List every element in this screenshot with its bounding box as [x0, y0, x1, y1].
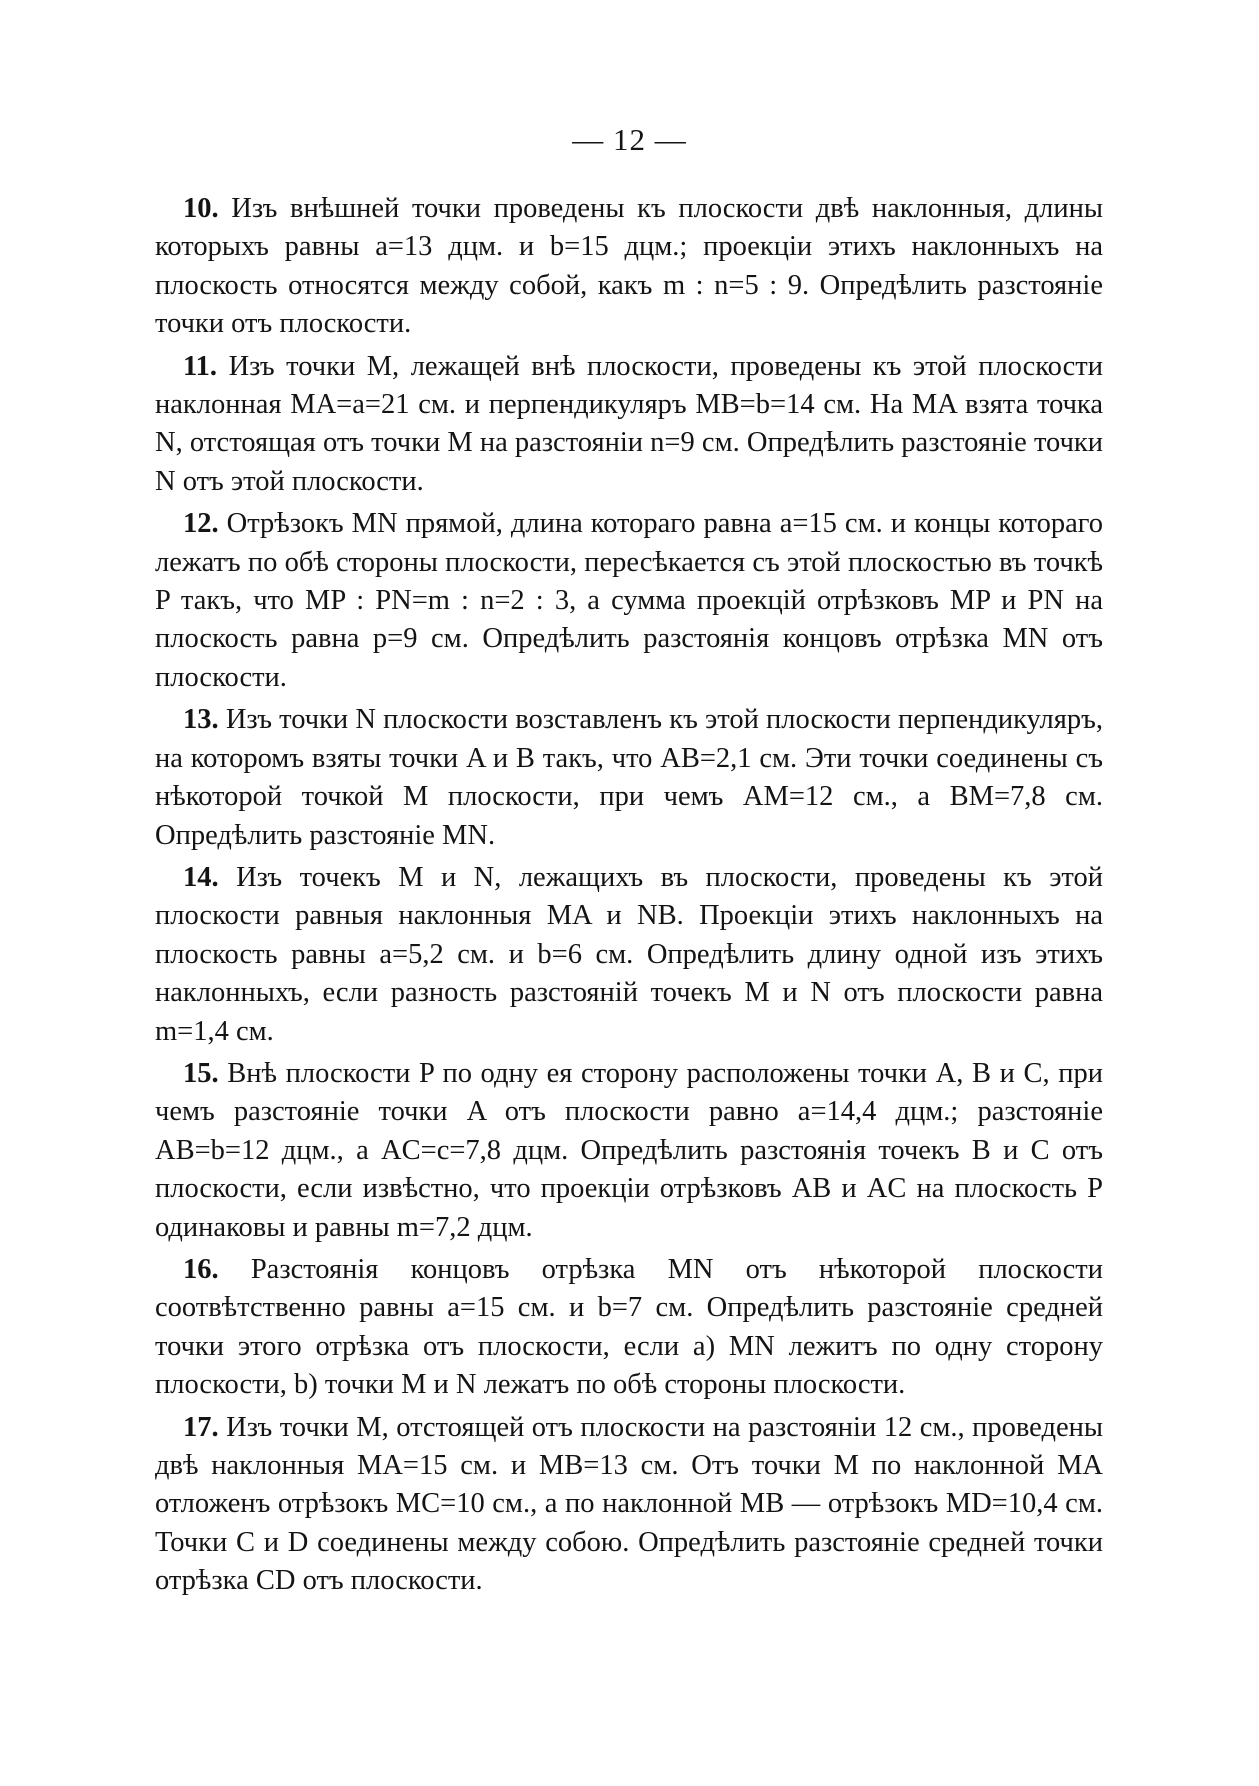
problem-text: Отрѣзокъ MN прямой, длина котораго равна a=15 см. и концы котораго лежатъ по обѣ стороны плоскости, пересѣкается съ этой плоскостью въ точкѣ P такъ, что MP : PN=m : n=2 : 3, а сумма проекцій отрѣзковъ MP и PN на плоскость равна p=9 см. Опредѣлить разстоянія концовъ отрѣзка MN отъ плоскости.: [155, 508, 1103, 693]
problem-text: Внѣ плоскости P по одну ея сторону расположены точки A, B и C, при чемъ разстояніе точки A отъ плоскости равно a=14,4 дцм.; разстояніе AB=b=12 дцм., а AC=c=7,8 дцм. Опредѣлить разстоянія точекъ B и C отъ плоскости, если извѣстно, что проекціи отрѣзковъ AB и AC на плоскость P одинаковы и равны m=7,2 дцм.: [155, 1057, 1104, 1243]
problem-number: 12.: [183, 508, 219, 540]
problem-text: Изъ точекъ M и N, лежащихъ въ плоскости, проведены къ этой плоскости равныя наклонныя MA и NB. Проекціи этихъ наклонныхъ на плоскость равны a=5,2 см. и b=6 см. Опредѣлить длину одной изъ этихъ наклонныхъ, если разность разстояній точекъ M и N отъ плоскости равна m=1,4 см.: [155, 861, 1104, 1047]
problem-14: [155, 859, 1103, 1051]
problem-15: [155, 1055, 1103, 1247]
problem-text: Изъ точки N плоскости возставленъ къ этой плоскости перпендикуляръ, на которомъ взяты точки A и B такъ, что AB=2,1 см. Эти точки соединены съ нѣкоторой точкой M плоскости, при чемъ AM=12 см., а BM=7,8 см. Опредѣлить разстояніе MN.: [155, 704, 1103, 851]
problem-number: 13.: [183, 704, 219, 736]
problem-number: 11.: [183, 350, 218, 382]
problem-13: [155, 701, 1103, 855]
problem-number: 10.: [183, 193, 219, 224]
problem-number: 14.: [183, 861, 219, 893]
problem-number: 16.: [183, 1253, 219, 1285]
problem-text: Изъ точки M, лежащей внѣ плоскости, проведены къ этой плоскости наклонная MA=a=21 см. и перпендикуляръ MB=b=14 см. На MA взята точка N, отстоящая отъ точки M на разстояніи n=9 см. Опредѣлить разстояніе точки N отъ этой плоскости.: [155, 350, 1103, 497]
problem-text: Разстоянія концовъ отрѣзка MN отъ нѣкоторой плоскости соотвѣтственно равны a=15 см. и b=7 см. Опредѣлить разстояніе средней точки этого отрѣзка отъ плоскости, если a) MN лежитъ по одну сторону плоскости, b) точки M и N лежатъ по обѣ стороны плоскости.: [155, 1253, 1103, 1401]
problem-number: 15.: [183, 1057, 219, 1089]
problem-list: [155, 190, 1103, 1605]
problem-11: [155, 348, 1103, 502]
problem-10: [155, 190, 1103, 344]
problem-16: [155, 1251, 1103, 1405]
page-number: — 12 —: [572, 122, 687, 157]
problem-number: 17.: [183, 1411, 219, 1443]
problem-17: [155, 1409, 1103, 1601]
problem-12: [155, 505, 1103, 697]
problem-text: Изъ внѣшней точки проведены къ плоскости двѣ наклонныя, длины которыхъ равны a=13 дцм. и b=15 дцм.; проекціи этихъ наклонныхъ на плоскость относятся между собой, какъ m : n=5 : 9. Опредѣлить разстояніе точки отъ плоскости.: [155, 193, 1104, 340]
problem-text: Изъ точки M, отстоящей отъ плоскости на разстояніи 12 см., проведены двѣ наклонныя MA=15 см. и MB=13 см. Отъ точки M по наклонной MA отложенъ отрѣзокъ MC=10 см., а по наклонной MB — отрѣзокъ MD=10,4 см. Точки C и D соединены между собою. Опредѣлить разстояніе средней точки отрѣзка CD отъ плоскости.: [155, 1411, 1104, 1597]
